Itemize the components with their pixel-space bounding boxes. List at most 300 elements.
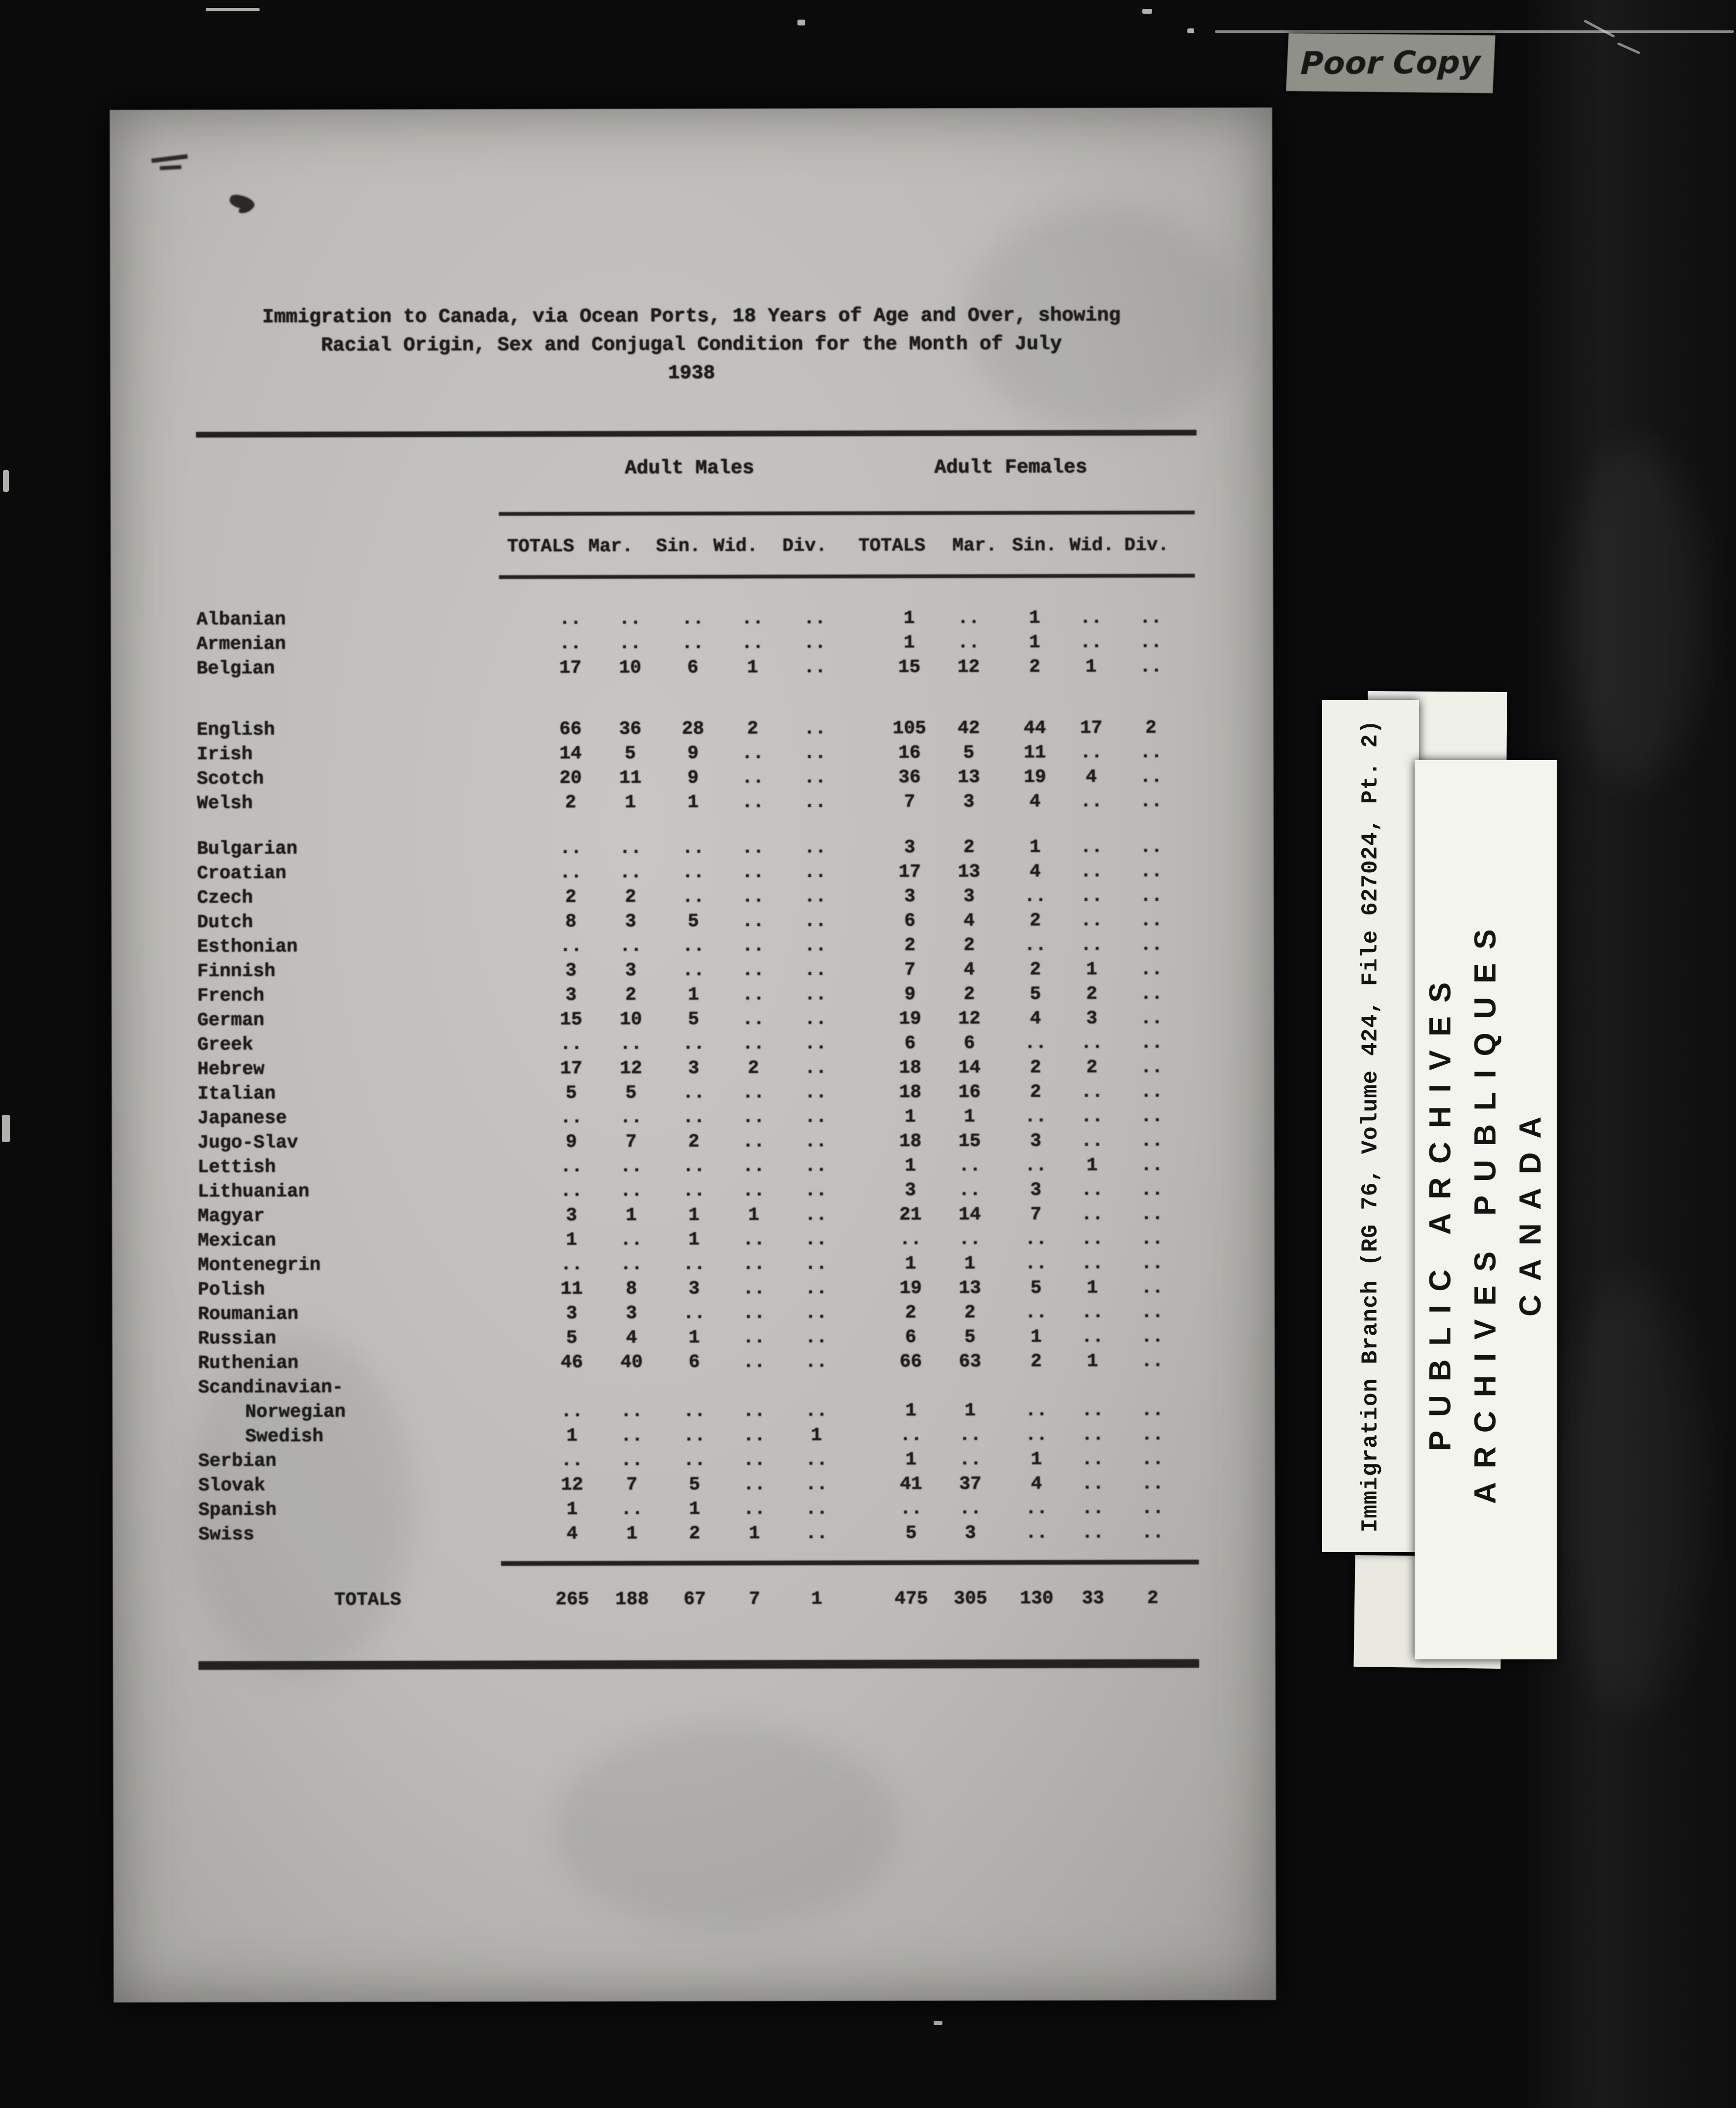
row-value: .. bbox=[742, 1229, 765, 1250]
film-reflection bbox=[1558, 1273, 1705, 1714]
totals-value: 475 bbox=[894, 1588, 928, 1610]
row-value: .. bbox=[1140, 958, 1163, 981]
row-value: .. bbox=[1141, 1473, 1164, 1495]
row-value: 11 bbox=[1023, 742, 1046, 764]
row-value: .. bbox=[957, 607, 980, 629]
row-value: 46 bbox=[560, 1352, 583, 1373]
row-value: .. bbox=[742, 959, 765, 981]
totals-value: 305 bbox=[954, 1588, 988, 1609]
row-value: .. bbox=[1140, 836, 1162, 858]
row-value: .. bbox=[1025, 1522, 1048, 1544]
row-value: .. bbox=[804, 959, 827, 981]
row-label: Lithuanian bbox=[197, 1181, 310, 1203]
row-value: 5 bbox=[905, 1523, 917, 1544]
row-value: 14 bbox=[958, 1204, 981, 1225]
table-top-rule bbox=[196, 430, 1196, 437]
row-value: 2 bbox=[625, 886, 636, 908]
row-value: .. bbox=[1141, 1301, 1163, 1323]
row-value: .. bbox=[1141, 1277, 1163, 1299]
row-value: 2 bbox=[688, 1131, 699, 1153]
row-value: 18 bbox=[899, 1082, 922, 1103]
row-label: Spanish bbox=[198, 1499, 277, 1521]
row-value: .. bbox=[560, 1107, 583, 1128]
row-value: .. bbox=[1082, 1522, 1104, 1544]
row-value: 3 bbox=[688, 1278, 700, 1300]
row-value: .. bbox=[743, 1351, 766, 1373]
column-header: Sin. bbox=[1012, 535, 1057, 556]
row-value: 5 bbox=[565, 1082, 577, 1104]
row-value: .. bbox=[1081, 1302, 1104, 1323]
row-value: 2 bbox=[964, 983, 975, 1005]
row-value: .. bbox=[683, 1449, 706, 1471]
row-value: .. bbox=[1141, 1252, 1163, 1274]
row-value: 1 bbox=[811, 1425, 822, 1446]
row-value: .. bbox=[1139, 656, 1162, 678]
row-value: .. bbox=[1081, 1130, 1104, 1152]
row-value: 3 bbox=[1030, 1179, 1042, 1201]
row-value: .. bbox=[743, 1327, 766, 1348]
row-value: .. bbox=[1140, 983, 1163, 1005]
row-value: 8 bbox=[565, 911, 577, 933]
row-value: .. bbox=[1024, 1228, 1047, 1250]
row-value: 1 bbox=[1029, 837, 1041, 858]
row-value: .. bbox=[741, 632, 764, 654]
document-title-line2: Racial Origin, Sex and Conjugal Condition for the Month of July bbox=[321, 333, 1062, 357]
film-speck bbox=[1187, 28, 1194, 33]
row-value: 15 bbox=[958, 1130, 981, 1152]
archives-line-canada: CANADA bbox=[1514, 1102, 1547, 1317]
row-value: .. bbox=[1024, 1106, 1047, 1127]
row-value: 1 bbox=[905, 1253, 916, 1275]
poor-copy-text: Poor Copy bbox=[1300, 44, 1481, 82]
row-value: 17 bbox=[560, 1058, 582, 1079]
row-value: .. bbox=[1140, 790, 1162, 813]
row-value: 19 bbox=[899, 1278, 922, 1299]
paper-stain bbox=[554, 1725, 897, 1931]
row-label: Scandinavian- bbox=[198, 1377, 343, 1399]
row-value: 14 bbox=[958, 1057, 981, 1078]
row-value: 5 bbox=[566, 1327, 578, 1349]
row-value: .. bbox=[1139, 631, 1162, 653]
row-value: .. bbox=[804, 1155, 827, 1177]
row-value: .. bbox=[743, 1498, 766, 1520]
row-value: .. bbox=[620, 1425, 643, 1447]
row-value: .. bbox=[682, 1180, 705, 1202]
row-value: 1 bbox=[903, 608, 915, 629]
row-value: .. bbox=[805, 1400, 828, 1422]
row-value: .. bbox=[742, 1180, 765, 1201]
poor-copy-slip bbox=[1286, 33, 1495, 93]
row-value: 4 bbox=[1031, 1473, 1042, 1495]
totals-value: 2 bbox=[1147, 1588, 1158, 1609]
public-archives-text bbox=[1418, 915, 1553, 1504]
row-value: 1 bbox=[747, 657, 758, 678]
row-value: 3 bbox=[566, 1205, 578, 1226]
row-value: 18 bbox=[899, 1131, 922, 1152]
row-value: 3 bbox=[626, 1303, 637, 1324]
row-value: .. bbox=[741, 767, 764, 789]
row-value: .. bbox=[1081, 1400, 1104, 1421]
row-value: 2 bbox=[1029, 656, 1040, 678]
row-value: .. bbox=[620, 1254, 643, 1275]
row-value: 28 bbox=[681, 718, 704, 740]
row-value: .. bbox=[742, 1033, 765, 1054]
row-value: .. bbox=[1080, 632, 1103, 653]
row-value: 7 bbox=[1030, 1204, 1042, 1225]
row-value: .. bbox=[1080, 742, 1103, 764]
row-value: 1 bbox=[566, 1425, 578, 1447]
totals-value: 1 bbox=[811, 1588, 822, 1610]
row-value: .. bbox=[621, 1499, 643, 1520]
row-value: .. bbox=[803, 657, 826, 678]
row-value: .. bbox=[742, 984, 765, 1006]
row-label: Czech bbox=[197, 887, 253, 909]
row-value: .. bbox=[682, 886, 705, 908]
row-value: .. bbox=[1140, 1154, 1163, 1176]
row-value: .. bbox=[1024, 934, 1047, 956]
row-value: .. bbox=[620, 1180, 643, 1202]
row-value: .. bbox=[899, 1425, 922, 1446]
row-value: 37 bbox=[959, 1473, 982, 1495]
row-label: German bbox=[197, 1009, 265, 1031]
row-value: .. bbox=[742, 910, 765, 932]
row-value: .. bbox=[959, 1424, 982, 1446]
column-header: Sin. bbox=[656, 535, 701, 557]
row-label: Japanese bbox=[197, 1107, 287, 1129]
row-value: .. bbox=[620, 1229, 643, 1251]
row-value: 4 bbox=[1029, 791, 1041, 813]
row-value: 16 bbox=[898, 743, 921, 764]
row-label: Magyar bbox=[197, 1205, 265, 1227]
row-value: 1 bbox=[626, 1523, 638, 1545]
row-value: 4 bbox=[626, 1327, 637, 1349]
row-label: French bbox=[197, 985, 265, 1007]
row-value: .. bbox=[742, 862, 765, 883]
row-value: 17 bbox=[559, 657, 582, 679]
row-value: 9 bbox=[687, 767, 699, 789]
row-value: 2 bbox=[964, 934, 975, 956]
document-page bbox=[110, 108, 1276, 2003]
row-value: 2 bbox=[1030, 1057, 1041, 1078]
film-speck bbox=[3, 470, 9, 492]
row-label: Roumanian bbox=[198, 1303, 299, 1325]
row-value: .. bbox=[619, 608, 641, 630]
row-value: .. bbox=[683, 1400, 706, 1422]
row-label: Serbian bbox=[198, 1450, 277, 1472]
row-label: Polish bbox=[197, 1279, 265, 1301]
row-value: 66 bbox=[559, 719, 582, 740]
film-speck bbox=[206, 8, 260, 11]
row-value: .. bbox=[1025, 1498, 1048, 1519]
row-value: 3 bbox=[963, 886, 975, 907]
row-label: Montenegrin bbox=[197, 1254, 321, 1276]
row-value: 6 bbox=[905, 1327, 916, 1348]
row-label: English bbox=[196, 719, 275, 741]
row-value: 1 bbox=[1086, 1351, 1098, 1372]
row-value: .. bbox=[1140, 1203, 1163, 1225]
row-value: 4 bbox=[566, 1523, 578, 1545]
row-value: .. bbox=[803, 608, 826, 629]
column-header: Wid. bbox=[713, 535, 758, 557]
row-value: .. bbox=[682, 1033, 705, 1055]
row-value: 6 bbox=[904, 910, 916, 932]
row-value: .. bbox=[805, 1351, 828, 1373]
row-value: .. bbox=[743, 1425, 766, 1446]
row-value: .. bbox=[805, 1327, 828, 1348]
row-value: .. bbox=[803, 767, 826, 789]
row-value: .. bbox=[682, 862, 705, 884]
row-value: 3 bbox=[566, 1303, 578, 1324]
row-value: .. bbox=[742, 1155, 765, 1177]
row-value: 5 bbox=[687, 910, 699, 933]
film-reflection bbox=[1567, 441, 1705, 784]
table-closing-rule bbox=[199, 1659, 1199, 1670]
row-value: 7 bbox=[625, 1131, 637, 1153]
row-value: 1 bbox=[625, 792, 636, 814]
row-value: .. bbox=[805, 1278, 827, 1299]
row-label: Greek bbox=[197, 1034, 254, 1056]
pen-mark bbox=[160, 165, 181, 170]
row-value: .. bbox=[743, 1302, 765, 1324]
row-value: 10 bbox=[619, 657, 642, 679]
row-value: .. bbox=[1140, 1130, 1163, 1152]
row-value: .. bbox=[803, 632, 826, 654]
row-value: 5 bbox=[689, 1474, 700, 1496]
film-edge-band bbox=[1528, 0, 1736, 2108]
row-value: 66 bbox=[899, 1351, 922, 1373]
row-value: .. bbox=[959, 1498, 982, 1519]
row-value: .. bbox=[805, 1498, 828, 1520]
row-value: .. bbox=[1024, 1155, 1047, 1176]
row-value: .. bbox=[1025, 1424, 1048, 1446]
row-value: 13 bbox=[959, 1277, 981, 1299]
row-value: .. bbox=[742, 1131, 765, 1152]
group-header-adult-females: Adult Females bbox=[934, 456, 1087, 479]
row-value: 11 bbox=[560, 1278, 583, 1300]
row-value: 63 bbox=[959, 1351, 982, 1372]
totals-value: 188 bbox=[615, 1589, 649, 1610]
row-label: Belgian bbox=[196, 658, 275, 680]
row-value: 16 bbox=[958, 1081, 981, 1103]
row-value: .. bbox=[804, 1057, 827, 1079]
row-value: 2 bbox=[1086, 983, 1098, 1005]
row-value: .. bbox=[1080, 886, 1103, 907]
row-value: 5 bbox=[688, 1008, 699, 1030]
row-value: 1 bbox=[1029, 632, 1040, 653]
row-value: .. bbox=[620, 1401, 643, 1422]
row-value: .. bbox=[803, 743, 826, 764]
row-value: .. bbox=[1139, 742, 1162, 764]
row-value: .. bbox=[682, 1155, 705, 1177]
row-value: 1 bbox=[1086, 959, 1098, 981]
row-label: Slovak bbox=[198, 1475, 265, 1497]
row-value: .. bbox=[1081, 1253, 1104, 1274]
row-value: .. bbox=[805, 1449, 828, 1471]
row-label: Bulgarian bbox=[197, 838, 298, 860]
row-value: .. bbox=[741, 743, 764, 764]
row-value: .. bbox=[804, 984, 827, 1006]
row-label: Finnish bbox=[197, 960, 276, 982]
row-value: .. bbox=[1024, 1032, 1047, 1054]
row-value: .. bbox=[743, 1400, 766, 1422]
row-value: .. bbox=[742, 1082, 765, 1103]
row-value: .. bbox=[1140, 861, 1163, 883]
row-value: .. bbox=[742, 1008, 765, 1030]
row-value: .. bbox=[1141, 1424, 1164, 1446]
row-value: .. bbox=[1140, 934, 1163, 956]
row-value: .. bbox=[1081, 1081, 1104, 1103]
row-value: 4 bbox=[964, 959, 975, 981]
film-speck bbox=[797, 20, 805, 25]
sticker-file-reference bbox=[1322, 700, 1419, 1552]
row-value: .. bbox=[742, 791, 764, 813]
row-value: .. bbox=[1025, 1400, 1048, 1421]
row-value: .. bbox=[682, 837, 704, 859]
row-value: .. bbox=[620, 1033, 642, 1055]
row-value: 1 bbox=[688, 984, 699, 1006]
row-value: 1 bbox=[905, 1400, 916, 1422]
row-value: 3 bbox=[963, 791, 975, 813]
row-value: .. bbox=[743, 1278, 765, 1299]
row-value: 4 bbox=[1030, 1008, 1041, 1030]
row-value: .. bbox=[683, 1425, 706, 1447]
row-value: .. bbox=[1080, 607, 1102, 629]
row-value: 1 bbox=[905, 1449, 917, 1471]
row-value: 1 bbox=[1030, 1326, 1042, 1348]
row-value: .. bbox=[619, 935, 642, 957]
row-value: 7 bbox=[904, 791, 916, 813]
row-value: 1 bbox=[688, 1229, 700, 1251]
row-value: 6 bbox=[904, 1033, 916, 1054]
row-value: 2 bbox=[1086, 1057, 1098, 1078]
row-label: Jugo-Slav bbox=[197, 1132, 298, 1154]
row-label: Norwegian bbox=[245, 1401, 346, 1423]
row-value: .. bbox=[804, 910, 827, 932]
column-header: Mar. bbox=[588, 536, 633, 557]
row-value: .. bbox=[742, 886, 765, 908]
row-value: .. bbox=[620, 1107, 643, 1128]
totals-value: 130 bbox=[1020, 1588, 1054, 1609]
row-value: .. bbox=[560, 1033, 582, 1055]
row-value: 36 bbox=[898, 767, 921, 789]
row-value: 2 bbox=[904, 935, 916, 957]
row-value: 12 bbox=[958, 1008, 981, 1030]
row-value: 15 bbox=[559, 1009, 582, 1030]
row-value: .. bbox=[1141, 1326, 1164, 1348]
row-value: 44 bbox=[1023, 718, 1046, 739]
row-value: 17 bbox=[898, 862, 921, 883]
totals-label: TOTALS bbox=[334, 1589, 402, 1611]
document-title-line1: Immigration to Canada, via Ocean Ports, 18 Years of Age and Over, showing bbox=[262, 305, 1121, 329]
row-value: .. bbox=[804, 837, 826, 859]
row-value: 3 bbox=[625, 911, 636, 933]
row-value: 1 bbox=[1031, 1449, 1042, 1470]
row-label: Swedish bbox=[245, 1426, 324, 1447]
row-label: Lettish bbox=[197, 1156, 276, 1178]
row-value: .. bbox=[804, 1008, 827, 1030]
row-value: 12 bbox=[620, 1058, 642, 1079]
row-value: 1 bbox=[626, 1205, 637, 1226]
row-value: .. bbox=[1081, 1106, 1104, 1127]
row-value: .. bbox=[1080, 791, 1103, 813]
column-header: Wid. bbox=[1069, 535, 1114, 556]
row-value: 1 bbox=[1085, 656, 1097, 678]
row-value: .. bbox=[804, 1229, 827, 1250]
row-value: 13 bbox=[958, 861, 981, 883]
row-value: .. bbox=[619, 862, 642, 884]
row-value: .. bbox=[1025, 1302, 1047, 1323]
row-value: .. bbox=[742, 1106, 765, 1128]
row-value: .. bbox=[899, 1229, 922, 1250]
row-value: 6 bbox=[964, 1032, 975, 1054]
row-value: 36 bbox=[619, 719, 642, 740]
row-value: .. bbox=[1140, 1032, 1163, 1054]
row-value: 19 bbox=[1023, 767, 1046, 788]
row-value: 4 bbox=[963, 910, 975, 932]
film-speck bbox=[2, 1115, 10, 1142]
row-value: 1 bbox=[1029, 607, 1040, 629]
row-value: .. bbox=[804, 1131, 827, 1152]
row-value: .. bbox=[1081, 1228, 1104, 1250]
totals-value: 265 bbox=[555, 1589, 589, 1610]
row-value: .. bbox=[1081, 1179, 1104, 1201]
row-value: .. bbox=[1141, 1399, 1164, 1421]
row-value: .. bbox=[1141, 1448, 1164, 1470]
row-value: 1 bbox=[688, 1204, 700, 1226]
row-value: .. bbox=[804, 935, 827, 957]
row-value: .. bbox=[804, 1082, 827, 1103]
row-value: 2 bbox=[747, 1057, 759, 1079]
row-value: .. bbox=[1140, 1007, 1163, 1030]
row-value: 9 bbox=[687, 743, 699, 765]
row-value: 6 bbox=[687, 657, 699, 679]
row-value: 2 bbox=[964, 1302, 976, 1323]
group-header-adult-males: Adult Males bbox=[625, 457, 754, 480]
row-value: .. bbox=[1081, 1032, 1103, 1054]
document-title-year: 1938 bbox=[668, 362, 715, 385]
row-label: Swiss bbox=[198, 1524, 255, 1546]
row-value: 2 bbox=[963, 837, 975, 858]
row-value: .. bbox=[620, 1156, 643, 1177]
row-value: .. bbox=[804, 1106, 827, 1128]
row-value: 9 bbox=[904, 984, 916, 1006]
row-value: 40 bbox=[620, 1352, 643, 1373]
row-value: .. bbox=[1140, 1081, 1163, 1103]
row-value: .. bbox=[682, 959, 705, 982]
column-header: Div. bbox=[1124, 534, 1169, 556]
row-label: Irish bbox=[196, 743, 253, 766]
row-value: 1 bbox=[687, 791, 699, 814]
row-value: 3 bbox=[1086, 1008, 1098, 1030]
row-value: 3 bbox=[905, 1180, 916, 1201]
row-value: 12 bbox=[560, 1474, 583, 1496]
row-value: 1 bbox=[1086, 1277, 1098, 1299]
film-speck bbox=[934, 2021, 942, 2025]
row-label: Italian bbox=[197, 1083, 276, 1105]
row-value: 1 bbox=[566, 1499, 578, 1520]
row-value: 5 bbox=[964, 1326, 976, 1348]
row-value: .. bbox=[1140, 1056, 1163, 1078]
row-value: .. bbox=[1025, 1253, 1047, 1274]
totals-value: 67 bbox=[683, 1588, 706, 1610]
pen-mark bbox=[151, 154, 188, 163]
row-value: .. bbox=[1140, 1228, 1163, 1250]
row-value: 2 bbox=[1145, 718, 1157, 739]
row-value: .. bbox=[957, 632, 980, 653]
row-value: 13 bbox=[957, 767, 980, 788]
row-value: 12 bbox=[957, 656, 980, 678]
row-value: 2 bbox=[689, 1523, 700, 1545]
